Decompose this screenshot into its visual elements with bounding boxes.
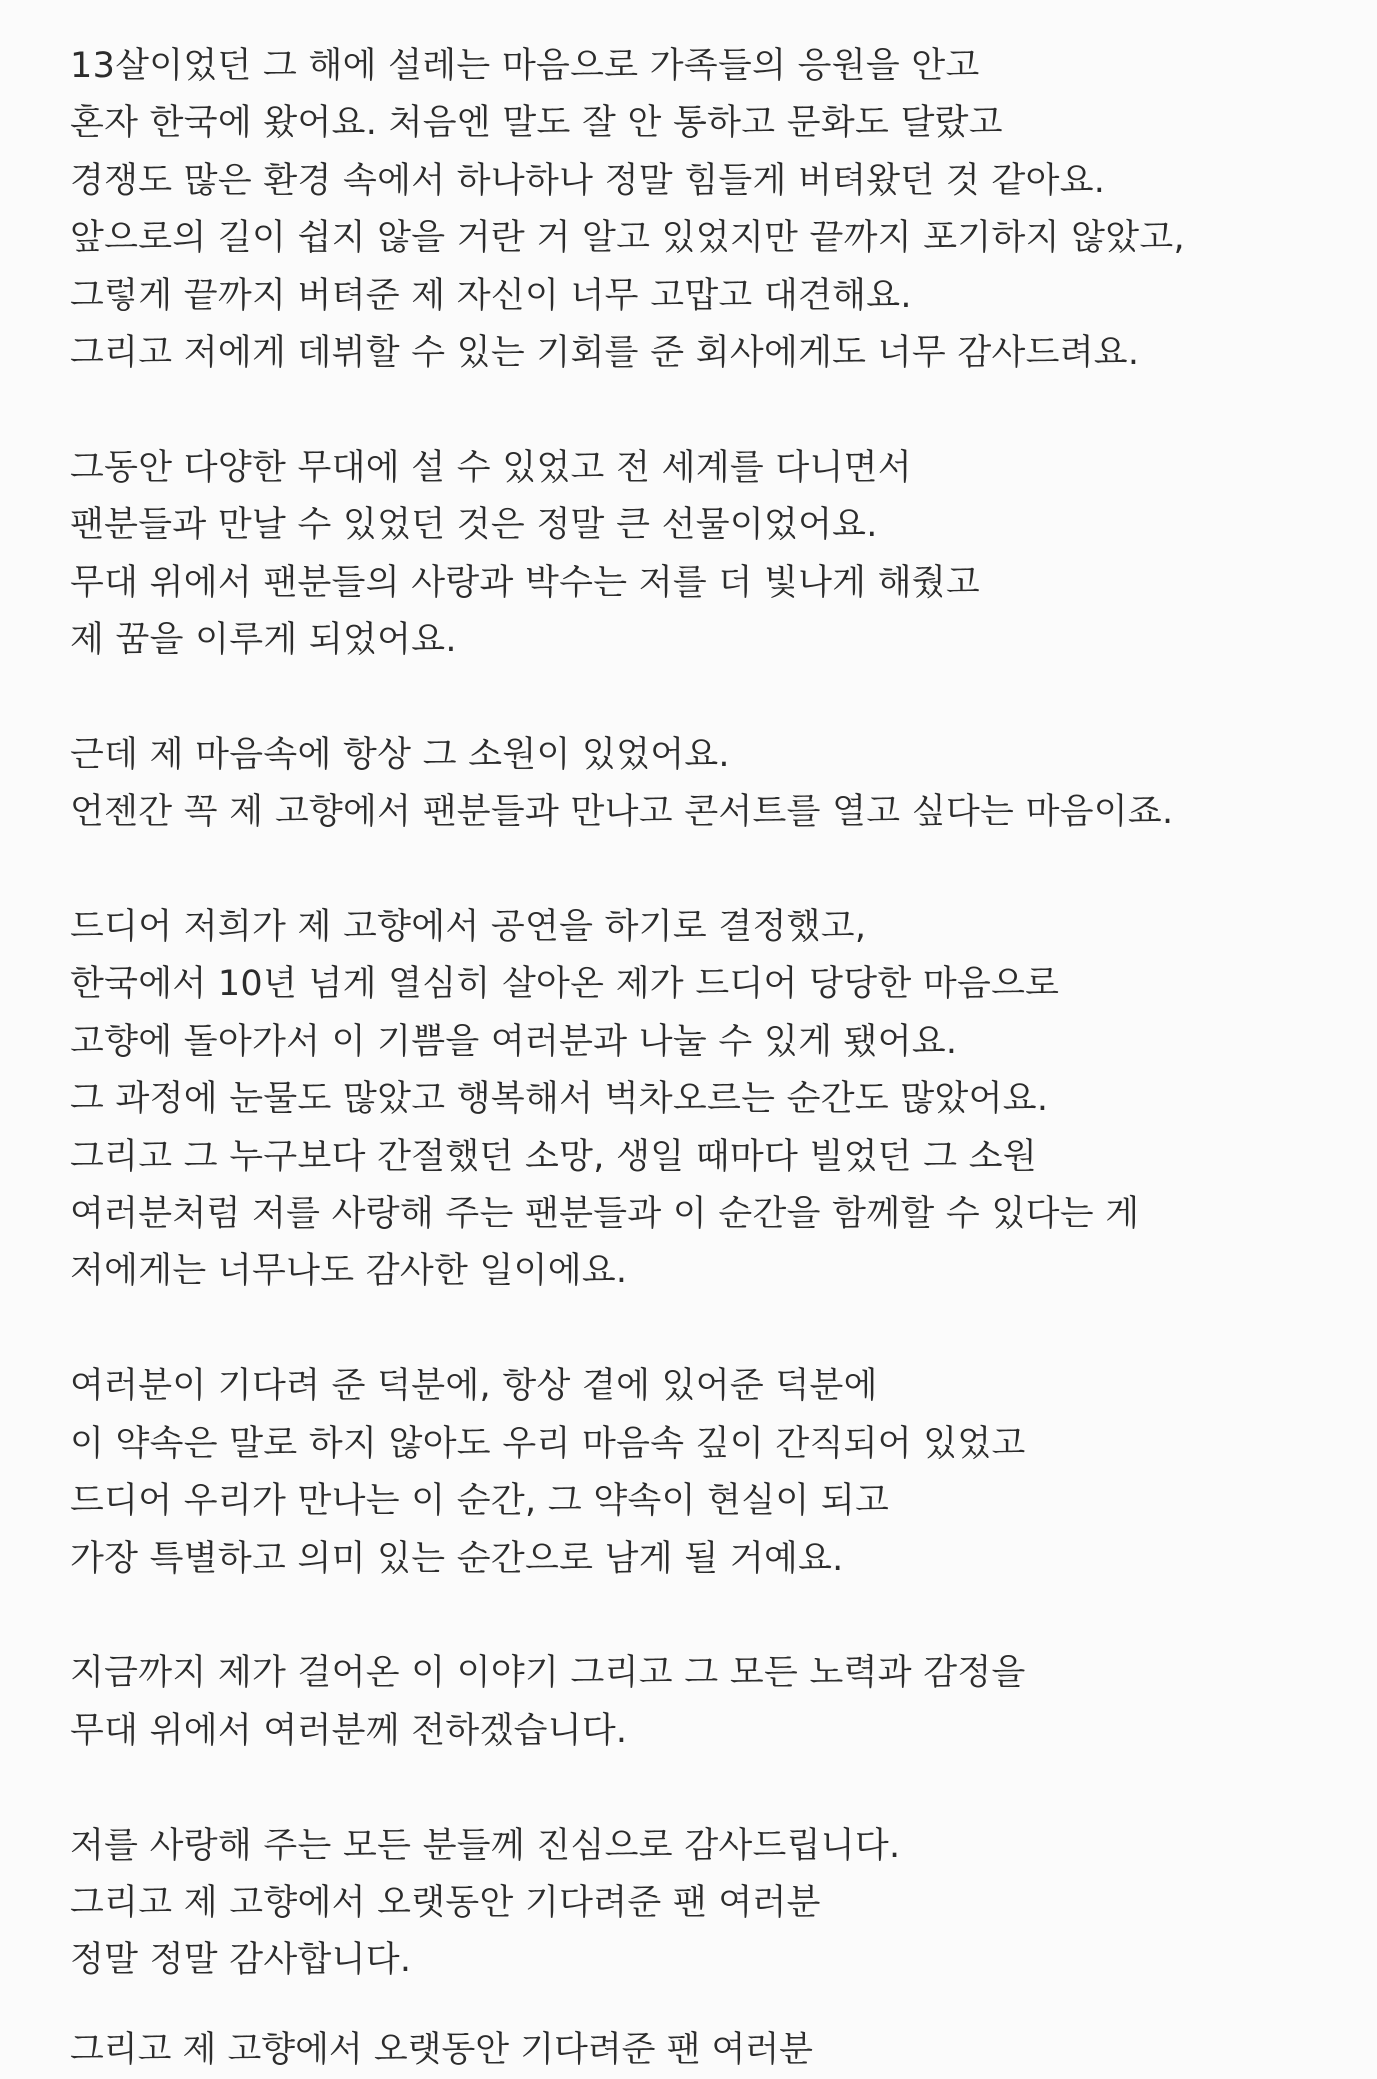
text-line: 무대 위에서 여러분께 전하겠습니다.	[70, 1710, 628, 1751]
paragraph-4	[70, 899, 1360, 1301]
paragraph-5	[70, 1358, 1360, 1588]
text-line: 여러분처럼 저를 사랑해 주는 팬분들과 이 순간을 함께할 수 있다는 게	[70, 1194, 1140, 1235]
paragraph-6	[70, 1645, 1360, 1760]
text-line: 지금까지 제가 걸어온 이 이야기 그리고 그 모든 노력과 감정을	[70, 1653, 1026, 1694]
text-line: 그동안 다양한 무대에 설 수 있었고 전 세계를 다니면서	[70, 447, 912, 488]
text-line: 가장 특별하고 의미 있는 순간으로 남게 될 거예요.	[70, 1538, 844, 1579]
text-line: 저를 사랑해 주는 모든 분들께 진심으로 감사드립니다.	[70, 1825, 901, 1866]
text-line: 정말 정말 감사합니다.	[70, 1940, 412, 1981]
text-line: 드디어 우리가 만나는 이 순간, 그 약속이 현실이 되고	[70, 1481, 890, 1522]
paragraph-7	[70, 1818, 1360, 1990]
text-line: 저에게는 너무나도 감사한 일이에요.	[70, 1251, 628, 1292]
text-line: 그리고 저에게 데뷔할 수 있는 기회를 준 회사에게도 너무 감사드려요.	[70, 333, 1140, 374]
paragraph-3	[70, 727, 1360, 842]
paragraph-2	[70, 440, 1360, 670]
text-line: 제 꿈을 이루게 되었어요.	[70, 620, 457, 661]
text-line: 팬분들과 만날 수 있었던 것은 정말 큰 선물이었어요.	[70, 505, 878, 546]
text-line: 무대 위에서 팬분들의 사랑과 박수는 저를 더 빛나게 해줬고	[70, 562, 981, 603]
cut-off-text-line	[70, 2028, 813, 2070]
text-line: 그렇게 끝까지 버텨준 제 자신이 너무 고맙고 대견해요.	[70, 275, 912, 316]
text-line: 그리고 제 고향에서 오랫동안 기다려준 팬 여러분	[70, 1882, 821, 1923]
text-line: 고향에 돌아가서 이 기쁨을 여러분과 나눌 수 있게 됐어요.	[70, 1021, 958, 1062]
text-line: 한국에서 10년 넘게 열심히 살아온 제가 드디어 당당한 마음으로	[70, 964, 1060, 1005]
text-line: 근데 제 마음속에 항상 그 소원이 있었어요.	[70, 734, 730, 775]
text-line: 13살이었던 그 해에 설레는 마음으로 가족들의 응원을 안고	[70, 46, 980, 86]
text-line: 혼자 한국에 왔어요. 처음엔 말도 잘 안 통하고 문화도 달랐고	[70, 103, 1003, 144]
text-line: 앞으로의 길이 쉽지 않을 거란 거 알고 있었지만 끝까지 포기하지 않았고,	[70, 218, 1185, 259]
text-line: 그 과정에 눈물도 많았고 행복해서 벅차오르는 순간도 많았어요.	[70, 1079, 1049, 1120]
text-line: 경쟁도 많은 환경 속에서 하나하나 정말 힘들게 버텨왔던 것 같아요.	[70, 160, 1106, 201]
cut-off-text: 그리고 제 고향에서 오랫동안 기다려준 팬 여러분	[70, 2030, 813, 2070]
text-line: 드디어 저희가 제 고향에서 공연을 하기로 결정했고,	[70, 907, 867, 948]
paragraph-1	[70, 38, 1360, 382]
text-line: 언젠간 꼭 제 고향에서 팬분들과 만나고 콘서트를 열고 싶다는 마음이죠.	[70, 792, 1174, 833]
letter-text	[70, 38, 1360, 2047]
text-line: 그리고 그 누구보다 간절했던 소망, 생일 때마다 빌었던 그 소원	[70, 1136, 1038, 1177]
text-line: 이 약속은 말로 하지 않아도 우리 마음속 깊이 간직되어 있었고	[70, 1423, 1026, 1464]
text-line: 여러분이 기다려 준 덕분에, 항상 곁에 있어준 덕분에	[70, 1366, 878, 1407]
